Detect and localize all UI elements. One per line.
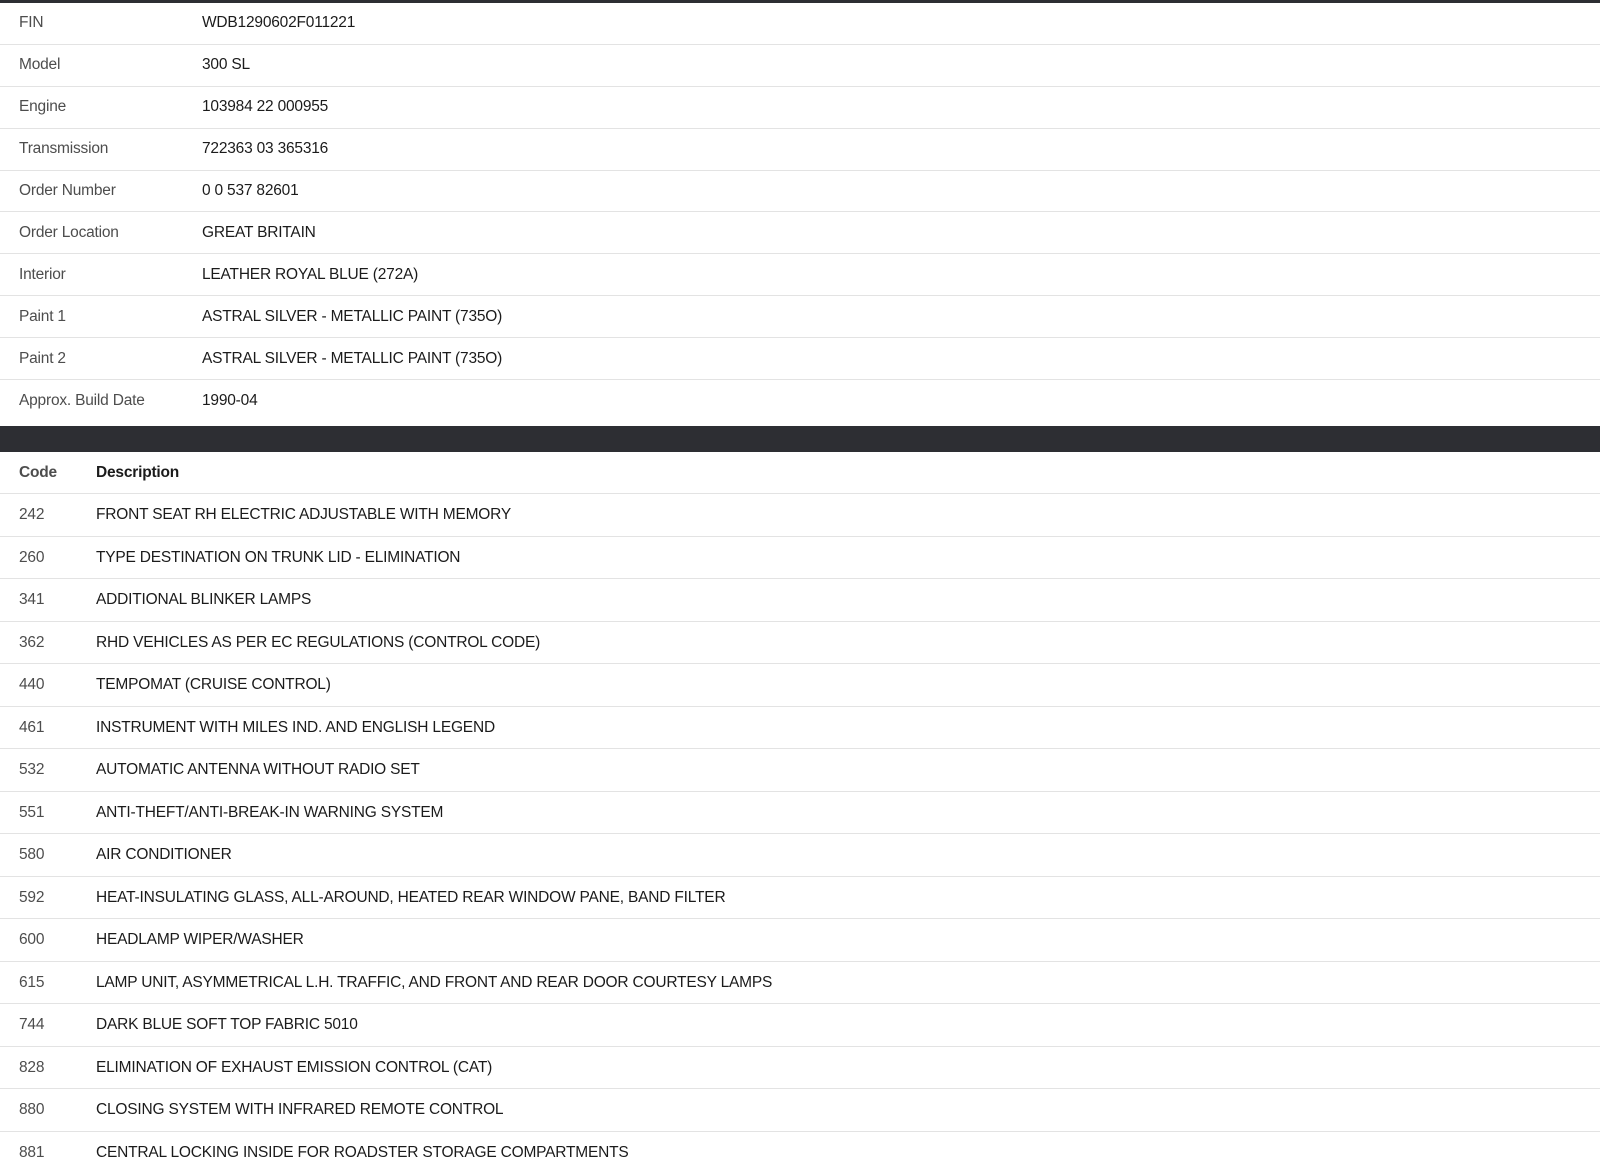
spec-label: Interior (19, 265, 66, 283)
spec-row (0, 45, 1600, 87)
description-cell: DARK BLUE SOFT TOP FABRIC 5010 (96, 1016, 358, 1034)
code-cell: 881 (19, 1144, 45, 1162)
spec-value: 0 0 537 82601 (202, 182, 299, 199)
description-column-header: Description (96, 463, 180, 481)
code-cell: 440 (19, 676, 45, 694)
description-cell: HEADLAMP WIPER/WASHER (96, 931, 304, 949)
code-cell: 592 (19, 888, 45, 906)
spec-value: GREAT BRITAIN (202, 223, 316, 241)
code-row (0, 579, 1600, 622)
description-cell: CENTRAL LOCKING INSIDE FOR ROADSTER STORAGE COMPARTMENTS (96, 1144, 629, 1162)
spec-label: Paint 2 (19, 349, 66, 367)
option-codes-table (0, 452, 1600, 1175)
code-cell: 260 (19, 548, 45, 566)
spec-value: 300 SL (202, 56, 250, 74)
vehicle-spec-table (0, 3, 1600, 422)
code-row (0, 749, 1600, 792)
code-column-header: Code (19, 463, 57, 481)
code-cell: 600 (19, 931, 45, 949)
spec-row (0, 129, 1600, 171)
codes-table-body (0, 494, 1600, 1174)
spec-row (0, 212, 1600, 254)
code-cell: 362 (19, 633, 45, 651)
spec-label: Order Location (19, 223, 119, 241)
description-cell: ANTI-THEFT/ANTI-BREAK-IN WARNING SYSTEM (96, 803, 444, 821)
code-row (0, 919, 1600, 962)
description-cell: TYPE DESTINATION ON TRUNK LID - ELIMINATION (96, 548, 461, 566)
code-row (0, 1004, 1600, 1047)
code-cell: 880 (19, 1101, 45, 1119)
code-cell: 551 (19, 803, 45, 821)
code-cell: 580 (19, 846, 45, 864)
code-row (0, 962, 1600, 1005)
description-cell: RHD VEHICLES AS PER EC REGULATIONS (CONTROL CODE) (96, 633, 541, 651)
spec-row (0, 380, 1600, 422)
code-row (0, 537, 1600, 580)
code-cell: 532 (19, 761, 45, 779)
spec-row (0, 254, 1600, 296)
description-cell: HEAT-INSULATING GLASS, ALL-AROUND, HEATED REAR WINDOW PANE, BAND FILTER (96, 888, 726, 906)
spec-label: FIN (19, 14, 44, 32)
code-cell: 615 (19, 973, 45, 991)
code-row (0, 707, 1600, 750)
spec-value: ASTRAL SILVER - METALLIC PAINT (735O) (202, 307, 503, 325)
code-row (0, 1047, 1600, 1090)
description-cell: INSTRUMENT WITH MILES IND. AND ENGLISH LEGEND (96, 718, 495, 736)
spec-label: Model (19, 56, 61, 74)
code-cell: 242 (19, 506, 45, 524)
code-row (0, 877, 1600, 920)
code-cell: 341 (19, 591, 45, 609)
spec-row (0, 171, 1600, 213)
description-cell: AIR CONDITIONER (96, 846, 232, 864)
spec-label: Transmission (19, 140, 109, 158)
spec-value: 1990-04 (202, 391, 258, 409)
description-cell: ADDITIONAL BLINKER LAMPS (96, 591, 312, 609)
description-cell: FRONT SEAT RH ELECTRIC ADJUSTABLE WITH MEMORY (96, 506, 512, 524)
code-row (0, 792, 1600, 835)
description-cell: ELIMINATION OF EXHAUST EMISSION CONTROL (CAT) (96, 1058, 493, 1076)
spec-value: 103984 22 000955 (202, 98, 329, 116)
code-row (0, 834, 1600, 877)
spec-value: LEATHER ROYAL BLUE (272A) (202, 265, 419, 283)
spec-row (0, 3, 1600, 45)
spec-label: Engine (19, 98, 67, 116)
section-divider-bar (0, 426, 1600, 452)
spec-label: Order Number (19, 182, 116, 199)
codes-table-header-row (0, 452, 1600, 495)
spec-row (0, 296, 1600, 338)
code-cell: 828 (19, 1058, 45, 1076)
description-cell: CLOSING SYSTEM WITH INFRARED REMOTE CONTROL (96, 1101, 504, 1119)
spec-value: ASTRAL SILVER - METALLIC PAINT (735O) (202, 349, 503, 367)
spec-label: Approx. Build Date (19, 391, 145, 409)
spec-row (0, 338, 1600, 380)
code-cell: 744 (19, 1016, 45, 1034)
code-row (0, 622, 1600, 665)
spec-value: WDB1290602F011221 (202, 14, 356, 32)
code-row (0, 1132, 1600, 1175)
code-cell: 461 (19, 718, 45, 736)
code-row (0, 664, 1600, 707)
spec-label: Paint 1 (19, 307, 66, 325)
spec-row (0, 87, 1600, 129)
description-cell: AUTOMATIC ANTENNA WITHOUT RADIO SET (96, 761, 420, 779)
spec-value: 722363 03 365316 (202, 140, 329, 158)
description-cell: TEMPOMAT (CRUISE CONTROL) (96, 676, 331, 694)
code-row (0, 1089, 1600, 1132)
description-cell: LAMP UNIT, ASYMMETRICAL L.H. TRAFFIC, AND FRONT AND REAR DOOR COURTESY LAMPS (96, 973, 773, 991)
code-row (0, 494, 1600, 537)
